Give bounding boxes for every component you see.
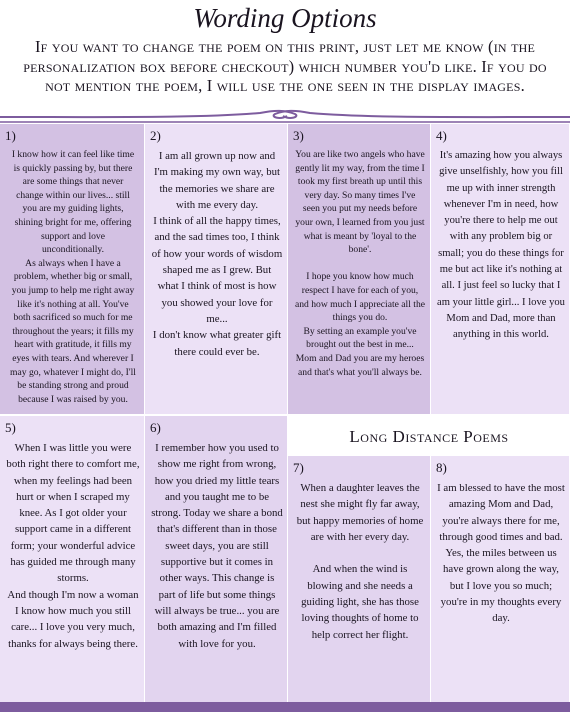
poem-text: I am blessed to have the most amazing Mom and Dad, you're always there for me, through good times and bad. Yes, the miles between us have grown along the way, but I love you so much; you're in my thoughts every day. xyxy=(437,482,565,625)
poem-number: 4) xyxy=(436,128,447,143)
intro-text: If you want to change the poem on this print, just let me know (in the personalization box before checkout) which number you'd like. If you do not mention the poem, I will use the one seen in the display images. xyxy=(23,37,547,95)
poem-grid xyxy=(0,124,570,712)
poem-cell-4 xyxy=(431,124,570,415)
poem-text: I am all grown up now and I'm making my own way, but the memories we share are with me every day. I think of all the happy times, and the sad times too, I think of how your words of wisdom shaped me as I grew. But what I think of most is how you showed your love for me... I don't know what greater gift there could ever be. xyxy=(151,150,283,358)
poem-cell-3 xyxy=(288,124,431,415)
poem-text: When a daughter leaves the nest she might fly far away, but happy memories of home are with her every day. And when the wind is blowing and she needs a guiding light, she has those loving thoughts of home to help correct her flight. xyxy=(296,482,424,641)
long-distance-poems-title: Long Distance Poems xyxy=(349,427,509,446)
poem-number: 3) xyxy=(293,128,304,143)
poem-text: It's amazing how you always give unselfishly, how you fill me up with inner strength whenever I'm in need, how you're there to help me out with any problem big or small; you do these things for me but act like it's nothing at all. I just feel so lucky that I am your little girl... I love you Mom and Dad, more than anything in this world. xyxy=(437,150,565,341)
page-title: Wording Options xyxy=(193,3,377,33)
poem-number: 6) xyxy=(150,420,161,435)
poem-text: When I was little you were both right there to comfort me, when my feelings had been hurt or when I scraped my knee. As I got older your support came in a different form; your wonderful advice has guided me through many storms. And though I'm now a woman I know how much you still care... I love you very much, thanks for always being there. xyxy=(6,442,140,650)
poem-cell-8 xyxy=(431,456,570,712)
poem-number: 8) xyxy=(436,460,447,475)
poem-text: You are like two angels who have gently lit my way, from the time I took my first breath up until this very day. So many times I've seen you put my needs before your own, I learned from you just what is meant by 'loyal to the bone'. I hope you know how much respect I have for each of you, and how much I appreciate all the things you do. By setting an example you've brought out the best in me... Mom and Dad you are my heroes and that's what you'll always be. xyxy=(295,149,425,378)
poem-number: 7) xyxy=(293,460,304,475)
bottom-border xyxy=(0,702,570,712)
swirl-divider-icon xyxy=(0,104,570,126)
header xyxy=(0,0,570,112)
poem-cell-7 xyxy=(288,456,431,712)
poem-number: 1) xyxy=(5,128,16,143)
poem-text: I remember how you used to show me right from wrong, how you dried my little tears and you taught me to be strong. Today we share a bond that's different than in those sweet days, you are still supportive but it comes in other ways. This change is part of life but some things will always be true... you are both amazing and I'm filled with love for you. xyxy=(151,442,283,650)
poem-number: 5) xyxy=(5,420,16,435)
poem-cell-1 xyxy=(0,124,145,415)
poem-cell-2 xyxy=(145,124,288,415)
poem-number: 2) xyxy=(150,128,161,143)
poem-cell-5 xyxy=(0,416,145,712)
poem-text: I know how it can feel like time is quickly passing by, but there are some things that never change within our lives... still you are my guiding lights, shining bright for me, offering support and love unconditionally. As always when I have a problem, whether big or small, you jump to help me right away like it's nothing at all. You've both sacrificed so much for me throughout the years; it fills my heart with gratitude, it fills my eyes with tears. And wherever I may go, whatever I might do, I'll be standing strong and proud because I was raised by you. xyxy=(10,149,136,405)
poem-cell-6 xyxy=(145,416,288,712)
